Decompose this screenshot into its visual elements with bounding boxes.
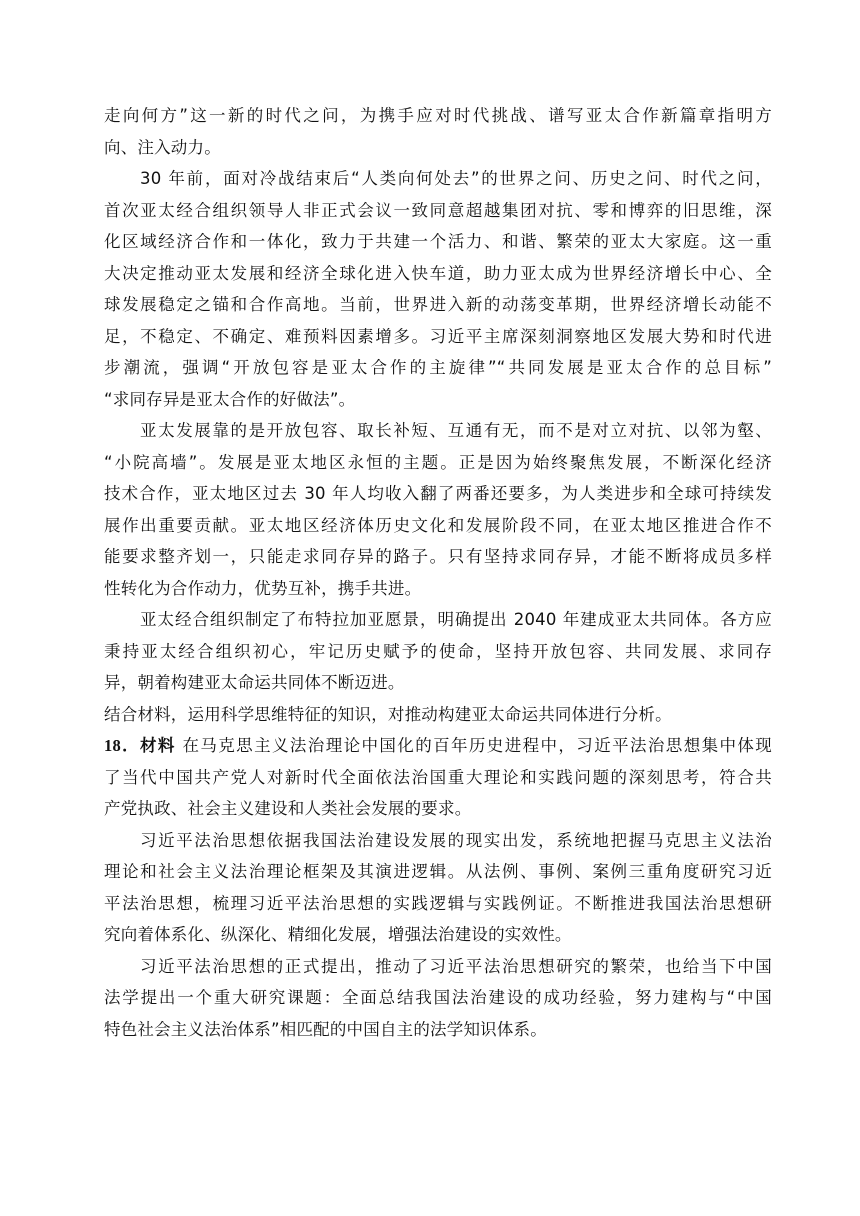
paragraph-thirty-years bbox=[104, 163, 772, 415]
text-line: 能要求整齐划一，只能走求同存异的路子。只有坚持求同存异，才能不断将成员多样 bbox=[104, 547, 772, 566]
paragraph-asia-pacific-development bbox=[104, 415, 772, 604]
text-line: 理论和社会主义法治理论框架及其演进逻辑。从法例、事例、案例三重角度研究习近 bbox=[104, 862, 772, 881]
question-18 bbox=[104, 730, 772, 825]
text-line: 秉持亚太经合组织初心，牢记历史赋予的使命，坚持开放包容、共同发展、求同存 bbox=[104, 641, 772, 661]
text-line: “小院高墙”。发展是亚太地区永恒的主题。正是因为始终聚焦发展，不断深化经济 bbox=[104, 452, 772, 472]
text-line: 亚太经合组织制定了布特拉加亚愿景，明确提出 2040 年建成亚太共同体。各方应 bbox=[140, 610, 772, 629]
text-line: 首次亚太经合组织领导人非正式会议一致同意超越集团对抗、零和博弈的旧思维，深 bbox=[104, 200, 772, 220]
question-first-line bbox=[104, 730, 772, 762]
question-text: 在马克思主义法治理论中国化的百年历史进程中，习近平法治思想集中体现 bbox=[182, 736, 773, 755]
document-body bbox=[104, 100, 772, 1045]
text-line: 特色社会主义法治体系”相匹配的中国自主的法学知识体系。 bbox=[104, 1019, 547, 1039]
text-line: 了当代中国共产党人对新时代全面依法治国重大理论和实践问题的深刻思考，符合共 bbox=[104, 767, 772, 787]
text-line: 球发展稳定之锚和合作高地。当前，世界进入新的动荡变革期，世界经济增长动能不 bbox=[104, 295, 772, 314]
text-line: 走向何方”这一新的时代之问，为携手应对时代挑战、谱写亚太合作新篇章指明方 bbox=[104, 106, 772, 125]
text-line: 习近平法治思想的正式提出，推动了习近平法治思想研究的繁荣，也给当下中国 bbox=[140, 956, 772, 976]
text-line: “求同存异是亚太合作的好做法”。 bbox=[104, 389, 356, 409]
text-line: 足，不稳定、不确定、难预料因素增多。习近平主席深刻洞察地区发展大势和时代进 bbox=[104, 326, 772, 346]
question-prompt: 结合材料，运用科学思维特征的知识，对推动构建亚太命运共同体进行分析。 bbox=[104, 704, 672, 724]
text-line: 究向着体系化、纵深化、精细化发展，增强法治建设的实效性。 bbox=[104, 925, 572, 944]
text-line: 大决定推动亚太发展和经济全球化进入快车道，助力亚太成为世界经济增长中心、全 bbox=[104, 263, 772, 283]
text-line: 化区域经济合作和一体化，致力于共建一个活力、和谐、繁荣的亚太大家庭。这一重 bbox=[104, 232, 772, 251]
paragraph-putrajaya-vision bbox=[104, 604, 772, 699]
paragraph-continuation bbox=[104, 100, 772, 163]
question-number: 18． bbox=[104, 736, 141, 755]
text-line: 异，朝着构建亚太命运共同体不断迈进。 bbox=[104, 673, 405, 692]
text-line: 展作出重要贡献。亚太地区经济体历史文化和发展阶段不同，在亚太地区推进合作不 bbox=[104, 515, 772, 535]
text-line: 步潮流，强调“开放包容是亚太合作的主旋律”“共同发展是亚太合作的总目标” bbox=[104, 358, 772, 377]
text-line: 技术合作，亚太地区过去 30 年人均收入翻了两番还要多，为人类进步和全球可持续发 bbox=[104, 484, 772, 503]
text-line: 产党执政、社会主义建设和人类社会发展的要求。 bbox=[104, 799, 472, 818]
text-line: 法学提出一个重大研究课题：全面总结我国法治建设的成功经验，努力建构与“中国 bbox=[104, 988, 772, 1007]
text-line: 向、注入动力。 bbox=[104, 137, 221, 157]
text-line: 30 年前，面对冷战结束后“人类向何处去”的世界之问、历史之问、时代之问， bbox=[140, 169, 772, 188]
paragraph-formal-proposal bbox=[104, 951, 772, 1046]
text-line: 性转化为合作动力，优势互补，携手共进。 bbox=[104, 578, 422, 598]
paragraph-rule-of-law-thought bbox=[104, 825, 772, 951]
text-line: 亚太发展靠的是开放包容、取长补短、互通有无，而不是对立对抗、以邻为壑、 bbox=[140, 421, 772, 440]
text-line: 平法治思想，梳理习近平法治思想的实践逻辑与实践例证。不断推进我国法治思想研 bbox=[104, 893, 772, 913]
text-line: 习近平法治思想依据我国法治建设发展的现实出发，系统地把握马克思主义法治 bbox=[140, 830, 772, 850]
material-label: 材料 bbox=[140, 736, 176, 755]
